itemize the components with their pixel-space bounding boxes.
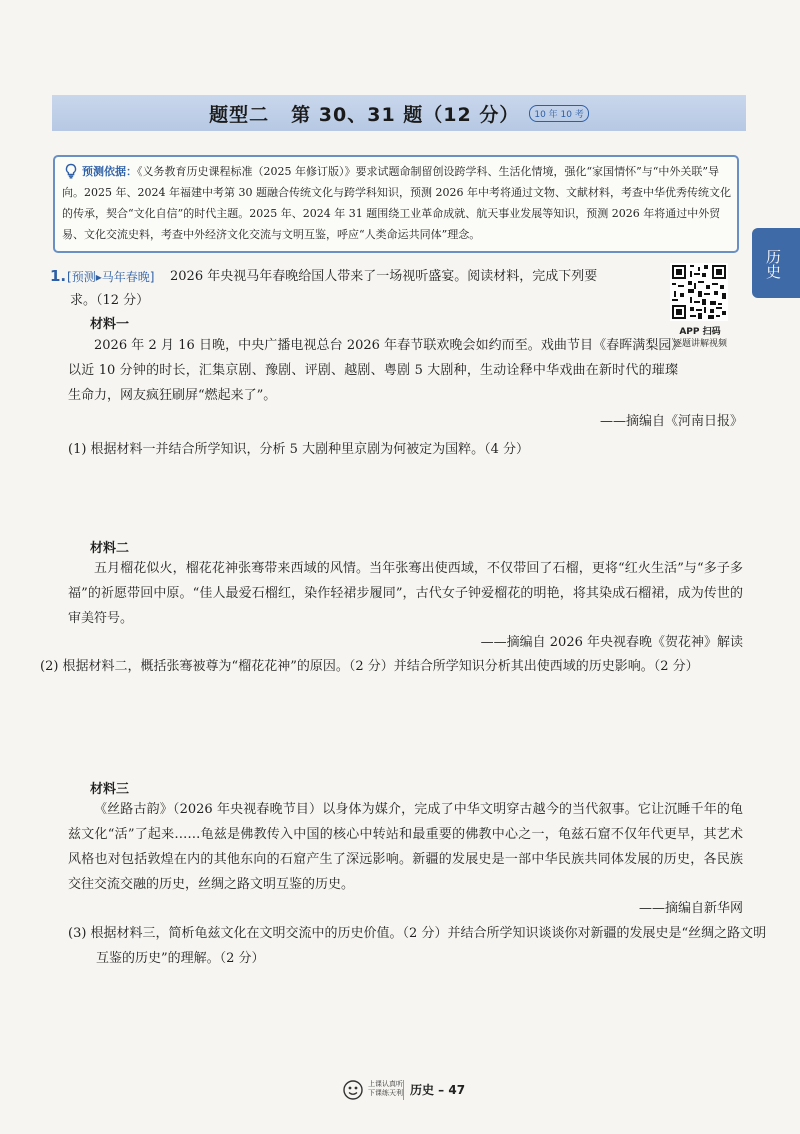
question-intro-line2: 求。（12 分） (70, 293, 150, 308)
question-intro-line1: 2026 年央视马年春晚给国人带来了一场视听盛宴。阅读材料，完成下列要 (170, 269, 598, 284)
question-number: 1. (50, 267, 67, 285)
prediction-basis-label: 预测依据： (82, 165, 137, 178)
material1-title: 材料一 (90, 317, 130, 332)
qr-caption-line1: APP 扫码 (679, 327, 721, 337)
material2-text: 五月榴花似火，榴花花神张骞带来西域的风情。当年张骞出使西域，不仅带回了石榴，更将“红火生活”与“多子多福”的祈愿带回中原。“佳人最爱石榴红，染作轻裙步履同”，古代女子钟爱榴花的明艳，将其染成石榴裙，成为传世的审美符号。 (68, 561, 743, 626)
question-tag-text: 预测▸马年春晚 (71, 270, 150, 284)
material3-text: 《丝路古韵》（2026 年央视春晚节目）以身体为媒介，完成了中华文明穿古越今的当代叙事。它让沉睡千年的龟兹文化“活”了起来……龟兹是佛教传入中国的核心中转站和最重要的佛教中心之一，龟兹石窟不仅年代更早，其艺术风格也对包括敦煌在内的其他东向的石窟产生了深远影响。新疆的发展史是一部中华民族共同体发展的历史，各民族交往交流交融的历史，丝绸之路文明互鉴的历史。 (68, 802, 743, 892)
publisher-slogan (368, 1080, 403, 1098)
prediction-basis-body: 《义务教育历史课程标准（2025 年修订版）》要求试题命制留创设跨学科、生活化情境，强化“家国情怀”与“中外关联”导向。2025 年、2024 年福建中考第 30 题融合传统文化与跨学科知识，预测 2026 年中考将通过文物、文献材料，考查中华优秀传统文化的传承，契合“文化自信”的时代主题。2025 年、2024 年 31 题围绕工业革命成就、航天事业发展等知识，预测 2026 年将通过中外贸易、文化交流史料，考查中外经济文化交流与文明互鉴，呼应“人类命运共同体”理念。 (62, 165, 731, 241)
section-type-label: 题型二 (209, 103, 270, 126)
subquestion-2: (2) 根据材料二，概括张骞被尊为“榴花花神”的原因。（2 分）并结合所学知识分析其出使西域的历史影响。（2 分） (40, 659, 699, 674)
section-questions-label: 第 30、31 题（12 分） (291, 103, 520, 126)
exam-frequency-badge: 10 年 10 考 (529, 105, 589, 122)
publisher-logo-icon (342, 1079, 364, 1101)
prediction-basis-text (62, 161, 732, 245)
qr-code-icon[interactable] (670, 263, 728, 321)
material1-source: ——摘编自《河南日报》 (599, 414, 743, 429)
material2-title: 材料二 (90, 541, 130, 556)
section-title (52, 95, 746, 131)
question-prediction-tag: [预测▸马年春晚] (67, 270, 155, 284)
subject-side-tab-label: 历史 (764, 249, 782, 279)
page-number: 历史 – 47 (410, 1083, 466, 1097)
material3-title: 材料三 (90, 782, 130, 797)
subquestion-3: (3) 根据材料三，简析龟兹文化在文明交流中的历史价值。（2 分）并结合所学知识谈谈你对新疆的发展史是“丝绸之路文明互鉴的历史”的理解。（2 分） (68, 926, 767, 966)
subquestion-1: (1) 根据材料一并结合所学知识，分析 5 大剧种里京剧为何被定为国粹。（4 分） (68, 442, 529, 457)
material3-source: ——摘编自新华网 (638, 901, 743, 916)
material1-text: 2026 年 2 月 16 日晚，中央广播电视总台 2026 年春节联欢晚会如约而至。戏曲节目《春晖满梨园》以近 10 分钟的时长，汇集京剧、豫剧、评剧、越剧、粤剧 5 大剧种，生动诠释中华戏曲在新时代的璀璨生命力，网友疯狂刷屏“燃起来了”。 (68, 338, 678, 403)
publisher-slogan-line1: 上课认真听 (368, 1080, 403, 1088)
publisher-slogan-line2: 下课练天利 (368, 1089, 403, 1097)
footer-divider (403, 1080, 404, 1100)
qr-caption-line2: 逐题讲解视频 (672, 339, 727, 349)
material2-source: ——摘编自 2026 年央视春晚《贺花神》解读 (480, 635, 743, 650)
